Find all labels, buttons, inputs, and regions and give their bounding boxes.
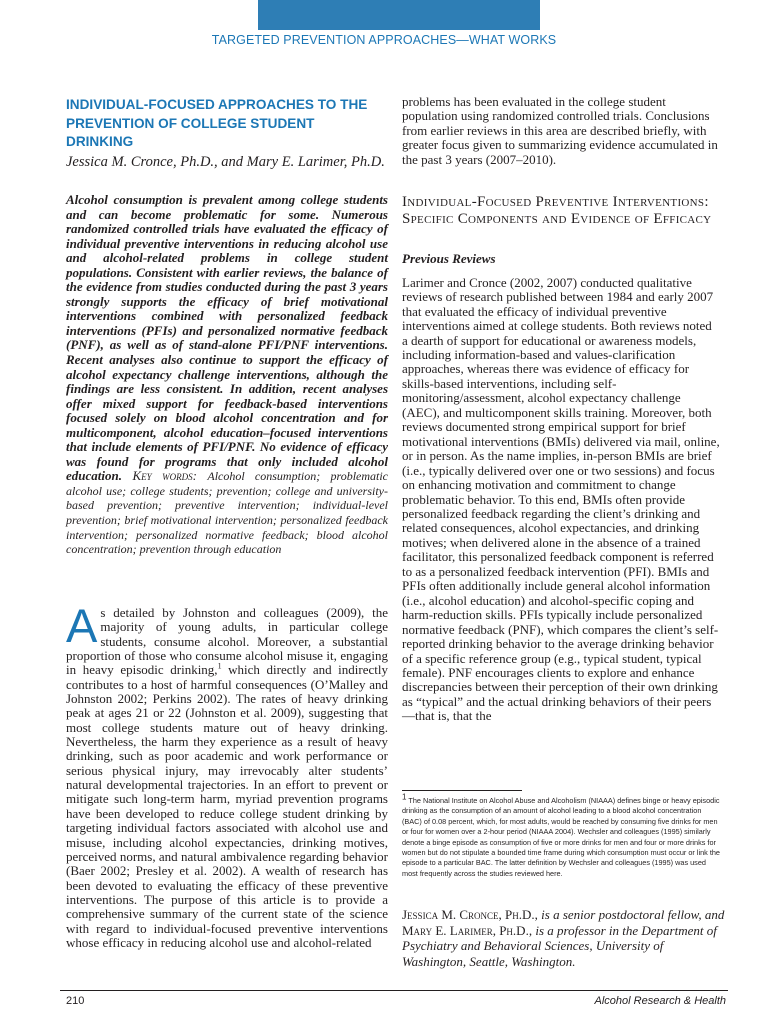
section-heading: Individual-Focused Preventive Interventions: Specific Components and Evidence of Efficacy [402,194,712,228]
drop-cap: A [66,599,98,652]
body-text-left-part2: which directly and indirectly contributes to a host of harmful consequences (O’Malley and Johnston 2002; Perkins 2002). The rates of heavy drinking peak at ages 21 or 22 (Johnston et al. 2009), suggesting that most college students mature out of heavy drinking. Nevertheless, the harm they experience as a result of heavy drinking, such as poor academic and work performance or serious physical injury, may irrevocably alter students’ natural developmental trajectories. In an effort to prevent or mitigate such long-term harm, myriad prevention programs have been developed to reduce college student drinking by targeting individual factors associated with alcohol use and misuse, including alcohol expectancies, drinking motives, perceived norms, and natural ambivalence regarding behavior (Baer 2002; Presley et al. 2002). A wealth of research has been devoted to evaluating the efficacy of these preventive interventions. The purpose of this article is to provide a comprehensive summary of the current state of the science with regard to individual-focused preventive interventions whose efficacy in reducing alcohol use and alcohol-related [66,662,388,950]
keywords-text: Alcohol consumption; problematic alcohol use; college students; prevention; college and university-based prevention; preventive intervention; individual-level prevention; brief motivational intervention; personalized feedback intervention; personalized normative feedback; blood alcohol concentration; prevention through education [66,469,389,557]
header-color-bar [258,0,540,30]
footnote-rule [402,790,522,791]
keywords-label: Key words: [132,468,197,484]
right-column [402,95,720,724]
body-text-right-intro: problems has been evaluated in the college student population using randomized controlled trials. Conclusions from earlier reviews in this area are described briefly, with greater focus given to summarizing evidence accumulated in the past 3 years (2007–2010). [402,94,718,167]
article-authors: Jessica M. Cronce, Ph.D., and Mary E. Larimer, Ph.D. [66,154,385,170]
bio-author2-name: Mary E. Larimer, Ph.D., [402,922,533,938]
section-title: TARGETED PREVENTION APPROACHES—WHAT WORKS [211,33,557,47]
abstract [66,193,388,557]
footnote [402,792,720,879]
author-bio [402,907,728,969]
abstract-text: Alcohol consumption is prevalent among college students and can become problematic for some. Numerous randomized controlled trials have evaluated the efficacy of individual preventive interventions in reducing alcohol use and alcohol-related problems in college student populations. Consistent with earlier reviews, the balance of the evidence from studies conducted during the past 3 years strongly supports the efficacy of brief motivational interventions combined with personalized feedback interventions (PFIs) and personalized normative feedback (PNF), as well as of stand-alone PFI/PNF interventions. Recent analyses also continue to support the efficacy of alcohol expectancy challenge interventions, although the findings are less consistent. In addition, recent analyses offer mixed support for feedback-based interventions focused solely on blood alcohol concentration and for multicomponent, alcohol education–focused interventions that include elements of PFI/PNF. No evidence of efficacy was found for programs that only included alcohol education. [66,192,388,484]
bio-author1-role: is a senior postdoctoral fellow, and [537,907,725,922]
footnote-number: 1 [402,792,407,802]
body-text-left-column [66,599,388,950]
footer-rule [60,990,728,991]
bio-author1-name: Jessica M. Cronce, Ph.D., [402,907,538,922]
body-text-left-part1: s detailed by Johnston and colleagues (2009), the majority of young adults, in particular college students, consume alcohol. Moreover, a substantial proportion of those who consume alcohol misuse it, engaging in heavy episodic drinking, [66,605,388,678]
journal-name: Alcohol Research & Health [594,995,726,1007]
body-text-right: Larimer and Cronce (2002, 2007) conducted qualitative reviews of research published between 1984 and early 2007 that evaluated the efficacy of individual preventive interventions aimed at college students. Both reviews noted a dearth of support for educational or awareness models, including information-based and values-clarification approaches, whereas there was evidence of efficacy for skills-based interventions, including self-monitoring/assessment, alcohol expectancy challenge (AEC), and multicomponent skills training. Moreover, both reviews documented strong empirical support for brief motivational interventions (BMIs) delivered via mail, online, or in person. As the name implies, in-person BMIs are brief (i.e., typically delivered over one or two sessions) and focus on enhancing motivation and commitment to change problematic behavior. To this end, BMIs often provide personalized feedback regarding the client’s drinking and related consequences, alcohol expectancies, and drinking motives; when delivered alone in the absence of a trained facilitator, this personalized feedback component is referred to as a personalized feedback intervention (PFI). BMIs and PFIs often additionally include general alcohol information (i.e., alcohol education) and alcohol-specific coping and harm-reduction skills. PFIs typically include personalized normative feedback (PNF), which compares the client’s self-reported drinking behavior to the average drinking behavior of a specific reference group (e.g., typical student, typical female). PNF encourages clients to explore and enhance discrepancies between their perception of their own drinking as “typical” and the actual drinking behaviors of their peers—that is, that the [402,274,720,724]
footnote-reference[interactable]: 1 [217,662,222,672]
page-number: 210 [66,995,85,1007]
bio-author2-role: is a professor in the Department of Psychiatry and Behavioral Sciences, University of Washington, Seattle, Washington. [402,922,717,969]
article-title: INDIVIDUAL-FOCUSED APPROACHES TO THE PREVENTION OF COLLEGE STUDENT DRINKING [66,97,368,149]
subheading: Previous Reviews [402,251,496,267]
footnote-text: The National Institute on Alcohol Abuse and Alcoholism (NIAAA) defines binge or heavy episodic drinking as the consumption of an amount of alcohol leading to a blood alcohol concentration (BAC) of 0.08 percent, which, for most adults, would be reached by consuming five drinks for men or four for women over a 2-hour period (NIAAA 2004). Wechsler and colleagues (1995) similarly denote a binge episode as consumption of five or more drinks for men and four or more drinks for women but do not stipulate a bounded time frame during which consumption must occur or link the episode to a particular BAC. The latter definition by Wechsler and colleagues (1995) was used most frequently across the studies reviewed here. [402,796,720,878]
